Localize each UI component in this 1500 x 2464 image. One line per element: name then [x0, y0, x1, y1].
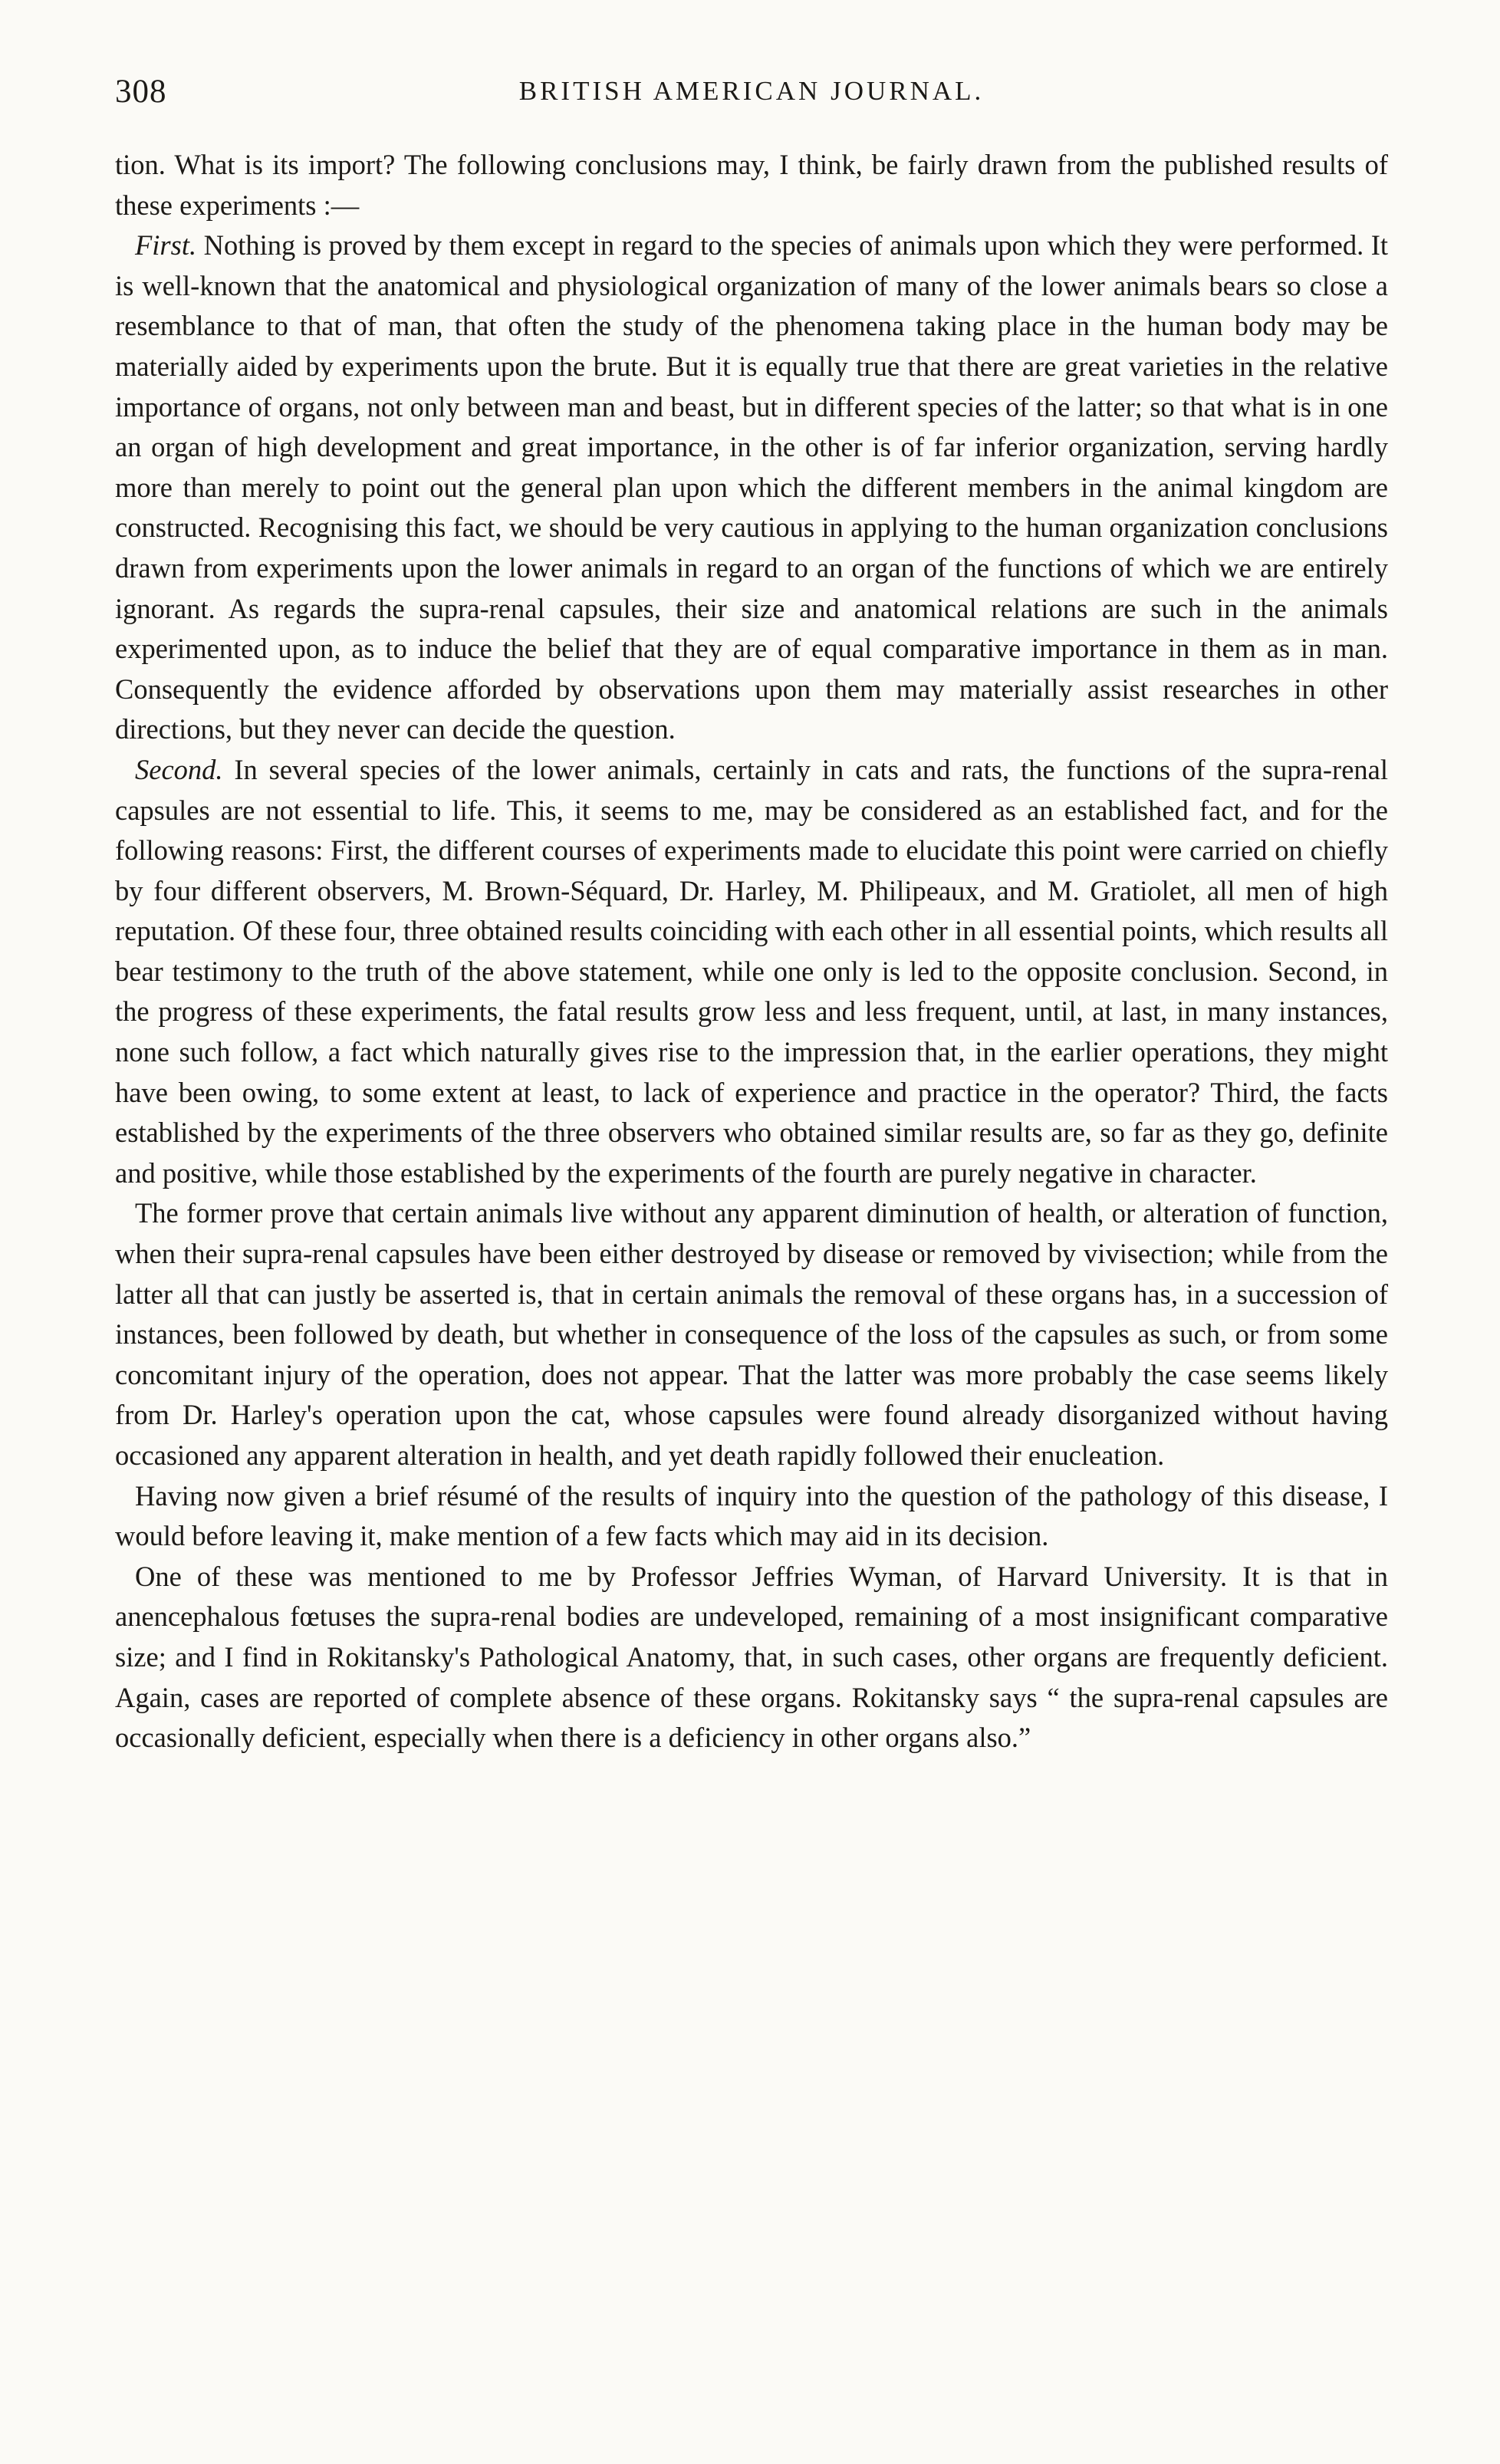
paragraph-text: One of these was mentioned to me by Professor Jeffries Wyman, of Harvard University. It is that in anencephalous fœtuses the supra-renal bodies are undeveloped, remaining of a most insignificant comparative size; and I find in Rokitansky's Pathological Anatomy, that, in such cases, other organs are frequently deficient. Again, cases are reported of complete absence of these organs. Rokitansky says “ the supra-renal capsules are occasionally deficient, especially when there is a deficiency in other organs also.” [115, 1560, 1388, 1754]
article-body [115, 145, 1388, 1758]
page-number: 308 [115, 74, 167, 110]
paragraph-text: The former prove that certain animals live without any apparent diminution of health, or alteration of function, when their supra-renal capsules have been either destroyed by disease or removed by vivisection; while from the latter all that can justly be asserted is, that in certain animals the removal of these organs has, in a succession of instances, been followed by death, but whether in consequence of the loss of the capsules as such, or from some concomitant injury of the operation, does not appear. That the latter was more probably the case seems likely from Dr. Harley's operation upon the cat, whose capsules were found already disorganized without having occasioned any apparent alteration in health, and yet death rapidly followed their enucleation. [115, 1197, 1388, 1471]
journal-page [115, 73, 1388, 1758]
paragraph-former-latter [115, 1193, 1388, 1475]
paragraph-wyman [115, 1557, 1388, 1758]
paragraph-lead: Second. [135, 753, 223, 785]
page-header [115, 73, 1388, 122]
running-title: BRITISH AMERICAN JOURNAL. [518, 76, 985, 106]
paragraph-continuation [115, 145, 1388, 225]
paragraph-first-conclusion [115, 225, 1388, 750]
paragraph-lead: First. [135, 229, 197, 262]
paragraph-resume [115, 1476, 1388, 1557]
paragraph-text: Nothing is proved by them except in regard to the species of animals upon which they were performed. It is well-known that the anatomical and physiological organization of many of the lower animals bears so close a resemblance to that of man, that often the study of the phenomena taking place in the human body may be materially aided by experiments upon the brute. But it is equally true that there are great varieties in the relative importance of organs, not only between man and beast, but in different species of the latter; so that what is in one an organ of high development and great importance, in the other is of far inferior organization, serving hardly more than merely to point out the general plan upon which the different members in the animal kingdom are constructed. Recognising this fact, we should be very cautious in applying to the human organization conclusions drawn from experiments upon the lower animals in regard to an organ of the functions of which we are entirely ignorant. As regards the supra-renal capsules, their size and anatomical relations are such in the animals experimented upon, as to induce the belief that they are of equal comparative importance in them as in man. Consequently the evidence afforded by observations upon them may materially assist researches in other directions, but they never can decide the question. [115, 229, 1388, 745]
paragraph-text: Having now given a brief résumé of the results of inquiry into the question of the pathology of this disease, I would before leaving it, make mention of a few facts which may aid in its decision. [115, 1479, 1388, 1552]
paragraph-text: In several species of the lower animals, certainly in cats and rats, the functions of the supra-renal capsules are not essential to life. This, it seems to me, may be considered as an established fact, and for the following reasons: First, the different courses of experiments made to elucidate this point were carried on chiefly by four different observers, M. Brown-Séquard, Dr. Harley, M. Philipeaux, and M. Gratiolet, all men of high reputation. Of these four, three obtained results coinciding with each other in all essential points, which results all bear testimony to the truth of the above statement, while one only is led to the opposite conclusion. Second, in the progress of these experiments, the fatal results grow less and less frequent, until, at last, in many instances, none such follow, a fact which naturally gives rise to the impression that, in the earlier operations, they might have been owing, to some extent at least, to lack of experience and practice in the operator? Third, the facts established by the experiments of the three observers who obtained similar results are, so far as they go, definite and positive, while those established by the experiments of the fourth are purely negative in character. [115, 753, 1388, 1189]
paragraph-text: tion. What is its import? The following conclusions may, I think, be fairly drawn from the published results of these experiments :— [115, 149, 1388, 221]
paragraph-second-conclusion [115, 750, 1388, 1194]
